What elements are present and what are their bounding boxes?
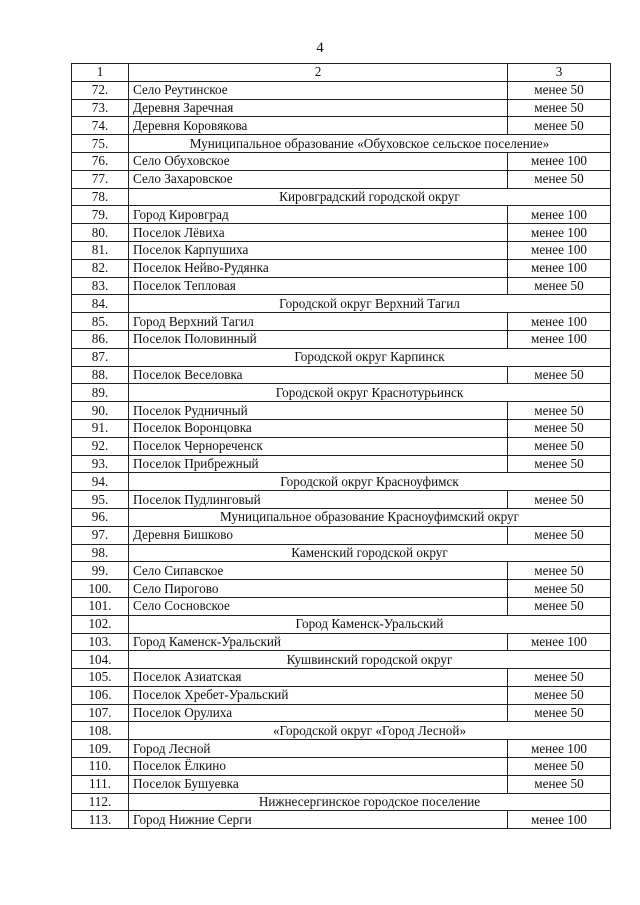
- table-row: [72, 152, 611, 170]
- settlement-name: Поселок Хребет-Уральский: [129, 686, 508, 704]
- section-title: Муниципальное образование «Обуховское сельское поселение»: [129, 135, 611, 153]
- section-title: Каменский городской округ: [129, 544, 611, 562]
- settlement-name: Город Нижние Серги: [129, 811, 508, 829]
- table-row: [72, 402, 611, 420]
- row-number: 92.: [72, 437, 129, 455]
- table-row: [72, 437, 611, 455]
- table-row: [72, 81, 611, 99]
- table-row: [72, 117, 611, 135]
- population-value: менее 50: [508, 277, 611, 295]
- settlement-name: Деревня Бишково: [129, 526, 508, 544]
- table-row: [72, 206, 611, 224]
- section-header-row: [72, 295, 611, 313]
- row-number: 80.: [72, 224, 129, 242]
- section-header-row: [72, 793, 611, 811]
- row-number: 81.: [72, 241, 129, 259]
- section-title: Городской округ Красноуфимск: [129, 473, 611, 491]
- row-number: 79.: [72, 206, 129, 224]
- row-number: 95.: [72, 491, 129, 509]
- table-row: [72, 259, 611, 277]
- table-row: [72, 330, 611, 348]
- section-title: Муниципальное образование Красноуфимский округ: [129, 508, 611, 526]
- table-row: [72, 740, 611, 758]
- table-row: [72, 491, 611, 509]
- settlement-name: Город Кировград: [129, 206, 508, 224]
- section-title: Городской округ Верхний Тагил: [129, 295, 611, 313]
- row-number: 94.: [72, 473, 129, 491]
- population-value: менее 100: [508, 259, 611, 277]
- page-number: 4: [316, 40, 324, 56]
- settlement-name: Поселок Пудлинговый: [129, 491, 508, 509]
- table-row: [72, 758, 611, 776]
- table-row: [72, 597, 611, 615]
- row-number: 78.: [72, 188, 129, 206]
- row-number: 111.: [72, 775, 129, 793]
- settlement-name: Поселок Воронцовка: [129, 419, 508, 437]
- table-row: [72, 686, 611, 704]
- population-value: менее 100: [508, 206, 611, 224]
- row-number: 98.: [72, 544, 129, 562]
- population-value: менее 100: [508, 224, 611, 242]
- settlement-name: Село Захаровское: [129, 170, 508, 188]
- section-title: Городской округ Карпинск: [129, 348, 611, 366]
- settlement-name: Поселок Веселовка: [129, 366, 508, 384]
- table-row: [72, 580, 611, 598]
- section-header-row: [72, 348, 611, 366]
- settlement-name: Поселок Чернореченск: [129, 437, 508, 455]
- row-number: 74.: [72, 117, 129, 135]
- population-value: менее 50: [508, 758, 611, 776]
- row-number: 110.: [72, 758, 129, 776]
- row-number: 106.: [72, 686, 129, 704]
- table-row: [72, 224, 611, 242]
- population-value: менее 50: [508, 117, 611, 135]
- table-row: [72, 366, 611, 384]
- row-number: 88.: [72, 366, 129, 384]
- population-value: менее 50: [508, 491, 611, 509]
- row-number: 105.: [72, 669, 129, 687]
- table-row: [72, 419, 611, 437]
- population-value: менее 50: [508, 99, 611, 117]
- population-value: менее 100: [508, 152, 611, 170]
- section-header-row: [72, 384, 611, 402]
- section-title: Городской округ Краснотурьинск: [129, 384, 611, 402]
- table-row: [72, 455, 611, 473]
- section-header-row: [72, 615, 611, 633]
- row-number: 100.: [72, 580, 129, 598]
- settlement-name: Город Лесной: [129, 740, 508, 758]
- section-header-row: [72, 508, 611, 526]
- population-value: менее 50: [508, 597, 611, 615]
- row-number: 93.: [72, 455, 129, 473]
- section-header-row: [72, 651, 611, 669]
- settlement-name: Поселок Прибрежный: [129, 455, 508, 473]
- population-value: менее 50: [508, 686, 611, 704]
- section-title: «Городской округ «Город Лесной»: [129, 722, 611, 740]
- row-number: 109.: [72, 740, 129, 758]
- population-value: менее 50: [508, 419, 611, 437]
- settlement-name: Село Реутинское: [129, 81, 508, 99]
- population-value: менее 50: [508, 562, 611, 580]
- settlement-name: Поселок Рудничный: [129, 402, 508, 420]
- settlement-name: Поселок Лёвиха: [129, 224, 508, 242]
- population-value: менее 50: [508, 170, 611, 188]
- row-number: 89.: [72, 384, 129, 402]
- row-number: 103.: [72, 633, 129, 651]
- row-number: 102.: [72, 615, 129, 633]
- population-value: менее 50: [508, 455, 611, 473]
- row-number: 108.: [72, 722, 129, 740]
- settlement-name: Город Каменск-Уральский: [129, 633, 508, 651]
- column-header-3: 3: [508, 64, 611, 82]
- section-header-row: [72, 722, 611, 740]
- population-value: менее 50: [508, 81, 611, 99]
- row-number: 99.: [72, 562, 129, 580]
- row-number: 104.: [72, 651, 129, 669]
- section-title: Кушвинский городской округ: [129, 651, 611, 669]
- population-value: менее 50: [508, 775, 611, 793]
- row-number: 83.: [72, 277, 129, 295]
- population-value: менее 100: [508, 313, 611, 331]
- row-number: 112.: [72, 793, 129, 811]
- row-number: 73.: [72, 99, 129, 117]
- section-title: Кировградский городской округ: [129, 188, 611, 206]
- settlement-name: Поселок Ёлкино: [129, 758, 508, 776]
- settlement-name: Поселок Нейво-Рудянка: [129, 259, 508, 277]
- population-value: менее 50: [508, 366, 611, 384]
- settlement-name: Село Сипавское: [129, 562, 508, 580]
- row-number: 77.: [72, 170, 129, 188]
- row-number: 90.: [72, 402, 129, 420]
- table-row: [72, 313, 611, 331]
- settlement-name: Поселок Карпушиха: [129, 241, 508, 259]
- row-number: 113.: [72, 811, 129, 829]
- population-value: менее 50: [508, 402, 611, 420]
- table-row: [72, 99, 611, 117]
- section-header-row: [72, 544, 611, 562]
- column-header-1: 1: [72, 64, 129, 82]
- row-number: 87.: [72, 348, 129, 366]
- settlement-name: Поселок Орулиха: [129, 704, 508, 722]
- settlements-table: [71, 63, 611, 829]
- section-header-row: [72, 188, 611, 206]
- row-number: 82.: [72, 259, 129, 277]
- population-value: менее 50: [508, 669, 611, 687]
- population-value: менее 100: [508, 740, 611, 758]
- row-number: 91.: [72, 419, 129, 437]
- row-number: 96.: [72, 508, 129, 526]
- table-row: [72, 704, 611, 722]
- row-number: 85.: [72, 313, 129, 331]
- row-number: 72.: [72, 81, 129, 99]
- population-value: менее 100: [508, 633, 611, 651]
- settlement-name: Поселок Половинный: [129, 330, 508, 348]
- population-value: менее 50: [508, 704, 611, 722]
- row-number: 75.: [72, 135, 129, 153]
- settlement-name: Деревня Коровякова: [129, 117, 508, 135]
- settlement-name: Поселок Бушуевка: [129, 775, 508, 793]
- settlement-name: Село Пирогово: [129, 580, 508, 598]
- settlement-name: Деревня Заречная: [129, 99, 508, 117]
- table-header-row: [72, 64, 611, 82]
- row-number: 101.: [72, 597, 129, 615]
- settlement-name: Село Обуховское: [129, 152, 508, 170]
- row-number: 107.: [72, 704, 129, 722]
- section-title: Город Каменск-Уральский: [129, 615, 611, 633]
- section-header-row: [72, 135, 611, 153]
- settlement-name: Город Верхний Тагил: [129, 313, 508, 331]
- row-number: 84.: [72, 295, 129, 313]
- table-row: [72, 811, 611, 829]
- row-number: 86.: [72, 330, 129, 348]
- table-row: [72, 241, 611, 259]
- population-value: менее 100: [508, 811, 611, 829]
- table-row: [72, 775, 611, 793]
- settlement-name: Поселок Тепловая: [129, 277, 508, 295]
- population-value: менее 50: [508, 437, 611, 455]
- table-row: [72, 170, 611, 188]
- population-value: менее 50: [508, 526, 611, 544]
- population-value: менее 100: [508, 241, 611, 259]
- settlement-name: Поселок Азиатская: [129, 669, 508, 687]
- row-number: 76.: [72, 152, 129, 170]
- table-row: [72, 277, 611, 295]
- table-row: [72, 562, 611, 580]
- table-row: [72, 669, 611, 687]
- row-number: 97.: [72, 526, 129, 544]
- table-row: [72, 526, 611, 544]
- section-header-row: [72, 473, 611, 491]
- table-row: [72, 633, 611, 651]
- population-value: менее 100: [508, 330, 611, 348]
- section-title: Нижнесергинское городское поселение: [129, 793, 611, 811]
- settlement-name: Село Сосновское: [129, 597, 508, 615]
- population-value: менее 50: [508, 580, 611, 598]
- column-header-2: 2: [129, 64, 508, 82]
